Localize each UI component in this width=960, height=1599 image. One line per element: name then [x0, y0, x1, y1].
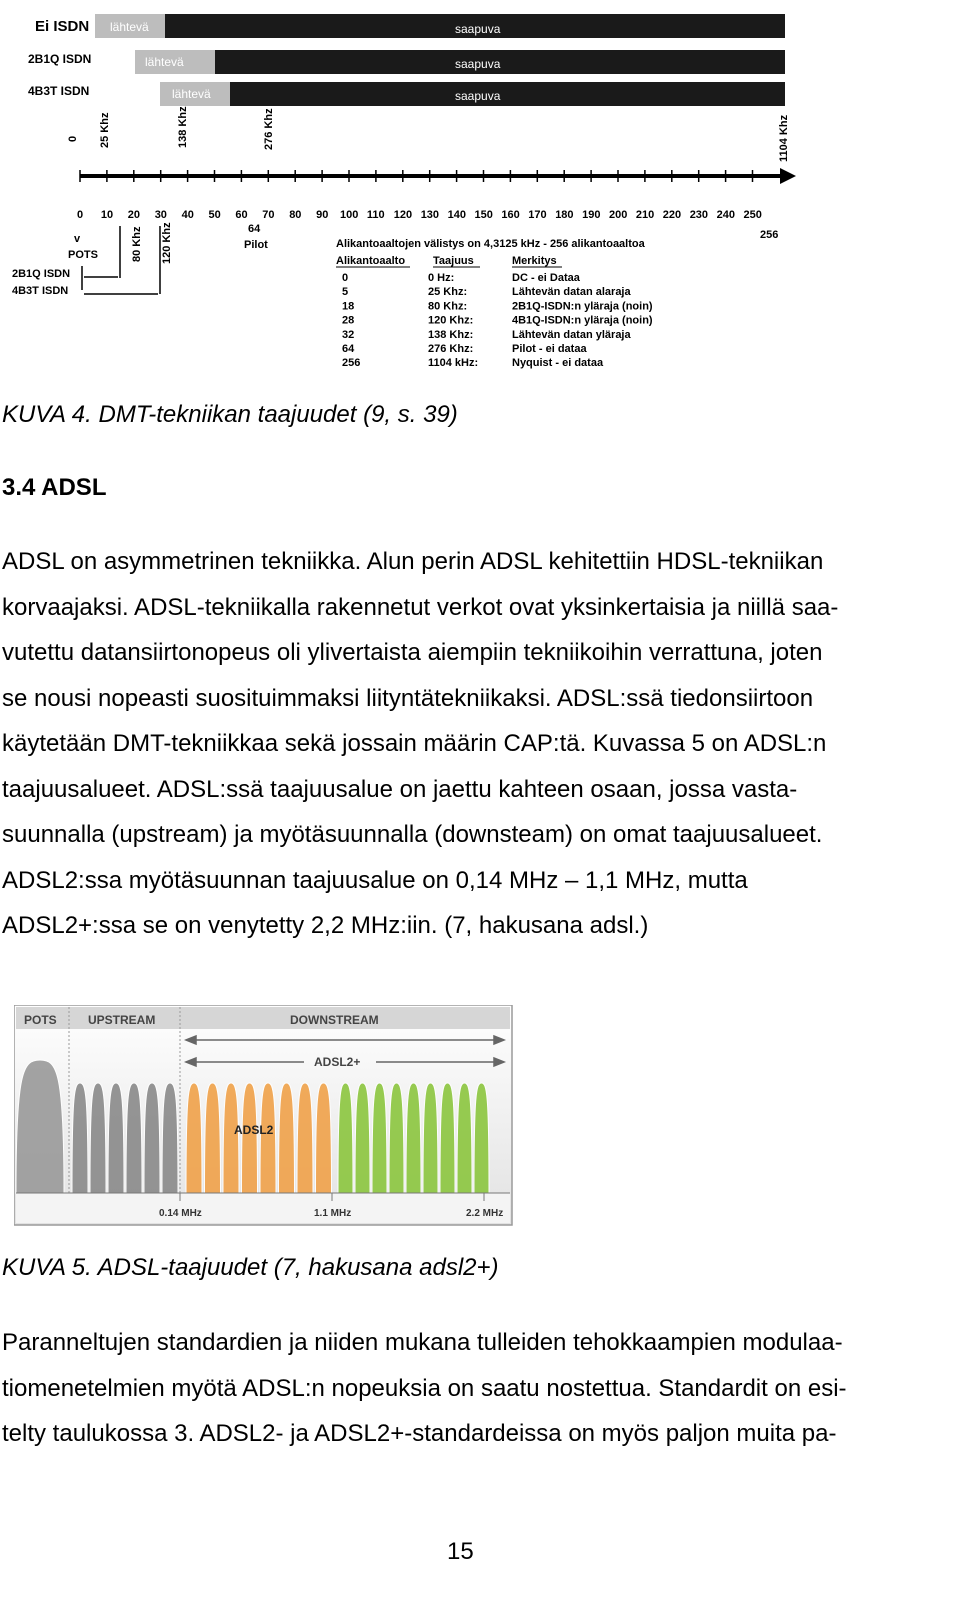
table-cell-frequency: 0 Hz: — [428, 272, 455, 284]
scale-tick-label: 30 — [154, 209, 167, 221]
figure-caption-5: KUVA 5. ADSL-taajuudet (7, hakusana adsl2+) — [2, 1254, 499, 1281]
scale-tick-label: 230 — [689, 209, 709, 221]
saapuva-label: saapuva — [455, 89, 501, 103]
adsl2plus-label: ADSL2+ — [314, 1055, 361, 1069]
freq-label-2-2: 2.2 MHz — [466, 1208, 504, 1219]
lahteva-label: lähtevä — [145, 55, 184, 69]
table-cell-meaning: 2B1Q-ISDN:n yläraja (noin) — [512, 300, 653, 313]
saapuva-label: saapuva — [455, 22, 501, 36]
table-header-merkitys: Merkitys — [512, 255, 557, 267]
scale-tick-label: 10 — [100, 209, 114, 221]
adsl-band-figure — [14, 1005, 514, 1227]
scale-tick-label: 160 — [501, 209, 520, 221]
paragraph-line: käytetään DMT-tekniikkaa sekä jossain määrin CAP:tä. Kuvassa 5 on ADSL:n — [2, 730, 827, 757]
paragraph-line: ADSL2+:ssa se on venytetty 2,2 MHz:iin. (7, hakusana adsl.) — [2, 912, 649, 939]
scale-tick-label: 90 — [316, 209, 329, 221]
scale-tick-label: 220 — [662, 209, 682, 221]
paragraph-line: se nousi nopeasti suosituimmaksi liityntätekniikaksi. ADSL:ssä tiedonsiirtoon — [2, 684, 814, 712]
adsl2-lobe — [205, 1083, 221, 1193]
table-cell-frequency: 1104 kHz: — [428, 357, 479, 370]
table-cell-subcarrier: 5 — [342, 286, 349, 299]
f120-label: 120 Khz — [161, 222, 173, 264]
2b1q-label: 2B1Q ISDN — [12, 268, 71, 280]
scale-tick-label: 200 — [609, 209, 628, 221]
table-cell-subcarrier: 0 — [342, 272, 349, 284]
paragraph-line: Paranneltujen standardien ja niiden mukana tulleiden tehokkaampien modulaa- — [2, 1329, 843, 1356]
scale-tick-label: 150 — [474, 209, 493, 221]
adsl2-lobe — [186, 1083, 202, 1193]
adsl2-lobe — [223, 1083, 239, 1193]
scale-tick-label: 240 — [716, 209, 735, 221]
adsl2plus-lobe — [355, 1083, 370, 1193]
adsl2-lobe — [297, 1083, 313, 1193]
scale-tick-label: 190 — [582, 209, 601, 221]
adsl2plus-lobe — [406, 1083, 421, 1193]
pots-label: POTS — [24, 1013, 57, 1027]
scale-tick-label: 170 — [528, 209, 547, 221]
isdn-rows — [28, 14, 785, 106]
page-number: 15 — [447, 1538, 474, 1565]
paragraph-line: tiomenetelmien myötä ADSL:n nopeuksia on saatu nostettua. Standardit on esi- — [2, 1374, 847, 1402]
table-cell-frequency: 25 Khz: — [428, 286, 468, 299]
upstream-lobe — [162, 1083, 178, 1193]
table-cell-frequency: 138 Khz: — [428, 328, 474, 341]
marker-1104: 1104 Khz — [778, 114, 790, 162]
paragraph-line: telty taulukossa 3. ADSL2- ja ADSL2+-standardeissa on myös paljon muita pa- — [2, 1420, 837, 1447]
marker-25: 25 Khz — [99, 112, 111, 148]
row-label-2b1q-isdn: 2B1Q ISDN — [28, 52, 92, 66]
table-cell-subcarrier: 28 — [342, 314, 355, 327]
dmt-frequency-figure — [0, 0, 800, 380]
adsl2plus-lobe — [338, 1083, 353, 1193]
table-cell-subcarrier: 32 — [342, 328, 355, 341]
upstream-lobe — [126, 1083, 142, 1193]
scale-tick-label: 250 — [743, 209, 762, 221]
pots-label: POTS — [68, 249, 98, 261]
adsl2plus-lobe — [457, 1083, 472, 1193]
freq-label-0-14: 0.14 MHz — [159, 1208, 202, 1219]
pilot-label: Pilot — [244, 239, 268, 251]
marker-0: 0 — [67, 135, 79, 142]
table-cell-meaning: Lähtevän datan yläraja — [512, 328, 631, 341]
adsl2-label: ADSL2 — [234, 1123, 274, 1137]
pots-lobe — [16, 1060, 64, 1193]
row-label-4b3t-isdn: 4B3T ISDN — [28, 84, 90, 98]
scale-tick-label: 210 — [635, 209, 655, 221]
scale-end-label: 256 — [760, 229, 779, 241]
frequency-markers — [67, 106, 790, 162]
scale-tick-label: 20 — [127, 209, 141, 221]
table-cell-frequency: 276 Khz: — [428, 343, 474, 355]
frequency-axis — [80, 168, 796, 184]
lower-left-annotations — [12, 222, 268, 297]
paragraph-line: suunnalla (upstream) ja myötäsuunnalla (downsteam) on omat taajuusalueet. — [2, 821, 823, 848]
marker-276: 276 Khz — [263, 108, 275, 150]
section-heading: 3.4 ADSL — [2, 474, 107, 501]
table-header-alikantoaalto: Alikantoaalto — [336, 255, 406, 267]
upstream-lobe — [72, 1083, 88, 1193]
scale-tick-label: 0 — [77, 209, 84, 221]
adsl2-lobe — [242, 1083, 258, 1193]
scale-tick-label: 50 — [208, 209, 221, 221]
adsl2-lobe — [260, 1083, 276, 1193]
scale-tick-label: 140 — [447, 209, 466, 221]
scale-tick-label: 40 — [181, 209, 194, 221]
adsl2plus-lobe — [389, 1083, 404, 1193]
body-paragraph-1 — [2, 539, 932, 949]
upstream-label: UPSTREAM — [88, 1013, 156, 1027]
table-cell-meaning: Lähtevän datan alaraja — [512, 286, 631, 299]
paragraph-line: taajuusalueet. ADSL:ssä taajuusalue on jaettu kahteen osaan, jossa vasta- — [2, 775, 798, 803]
scale-labels — [77, 209, 762, 221]
scale-tick-label: 130 — [420, 209, 440, 221]
saapuva-label: saapuva — [455, 57, 501, 71]
4b3t-label: 4B3T ISDN — [12, 285, 69, 297]
scale-tick-label: 80 — [289, 209, 302, 221]
freq-label-1-1: 1.1 MHz — [314, 1208, 352, 1219]
table-cell-meaning: 4B1Q-ISDN:n yläraja (noin) — [512, 314, 653, 327]
table-cell-meaning: DC - ei Dataa — [512, 272, 580, 284]
upstream-lobe — [144, 1083, 160, 1193]
paragraph-line: ADSL2:ssa myötäsuunnan taajuusalue on 0,14 MHz – 1,1 MHz, mutta — [2, 866, 748, 894]
upstream-lobe — [90, 1083, 106, 1193]
scale-tick-label: 70 — [262, 209, 275, 221]
table-cell-meaning: Pilot - ei dataa — [512, 343, 587, 355]
table-cell-frequency: 80 Khz: — [428, 300, 468, 313]
body-paragraph-2 — [2, 1320, 932, 1457]
adsl2plus-lobe — [440, 1083, 455, 1193]
table-header-taajuus: Taajuus — [433, 255, 474, 267]
adsl2plus-lobe — [372, 1083, 387, 1193]
scale-tick-label: 100 — [340, 209, 359, 221]
adsl2-lobe — [316, 1083, 332, 1193]
row-bar — [95, 14, 785, 38]
table-cell-subcarrier: 18 — [342, 300, 355, 313]
lahteva-label: lähtevä — [110, 20, 149, 34]
table-title: Alikantoaaltojen välistys on 4,3125 kHz - 256 alikantoaaltoa — [336, 238, 645, 250]
figure-caption-4: KUVA 4. DMT-tekniikan taajuudet (9, s. 39) — [2, 401, 458, 428]
scale-tick-label: 60 — [235, 209, 248, 221]
f80-label: 80 Khz — [131, 226, 143, 262]
table-cell-subcarrier: 256 — [342, 357, 361, 370]
table-cell-subcarrier: 64 — [342, 343, 355, 355]
marker-138: 138 Khz — [177, 106, 189, 148]
table-cell-frequency: 120 Khz: — [428, 314, 474, 327]
n64-label: 64 — [248, 223, 261, 235]
upstream-lobe — [108, 1083, 124, 1193]
v-label: v — [74, 233, 81, 245]
row-label-ei-isdn: Ei ISDN — [35, 18, 90, 35]
scale-tick-label: 110 — [366, 209, 385, 221]
paragraph-line: korvaajaksi. ADSL-tekniikalla rakennetut verkot ovat yksinkertaisia ja niillä saa- — [2, 593, 839, 621]
adsl2plus-lobe — [474, 1083, 489, 1193]
scale-tick-label: 180 — [555, 209, 574, 221]
adsl2-lobe — [279, 1083, 295, 1193]
lahteva-label: lähtevä — [172, 87, 211, 101]
paragraph-line: ADSL on asymmetrinen tekniikka. Alun perin ADSL kehitettiin HDSL-tekniikan — [2, 548, 824, 575]
table-cell-meaning: Nyquist - ei dataa — [512, 357, 604, 370]
adsl2plus-lobe — [423, 1083, 438, 1193]
downstream-label: DOWNSTREAM — [290, 1013, 379, 1027]
paragraph-line: vutettu datansiirtonopeus oli ylivertaista aiempiin tekniikoihin verrattuna, joten — [2, 639, 823, 666]
subcarrier-table — [336, 238, 653, 369]
scale-tick-label: 120 — [393, 209, 413, 221]
